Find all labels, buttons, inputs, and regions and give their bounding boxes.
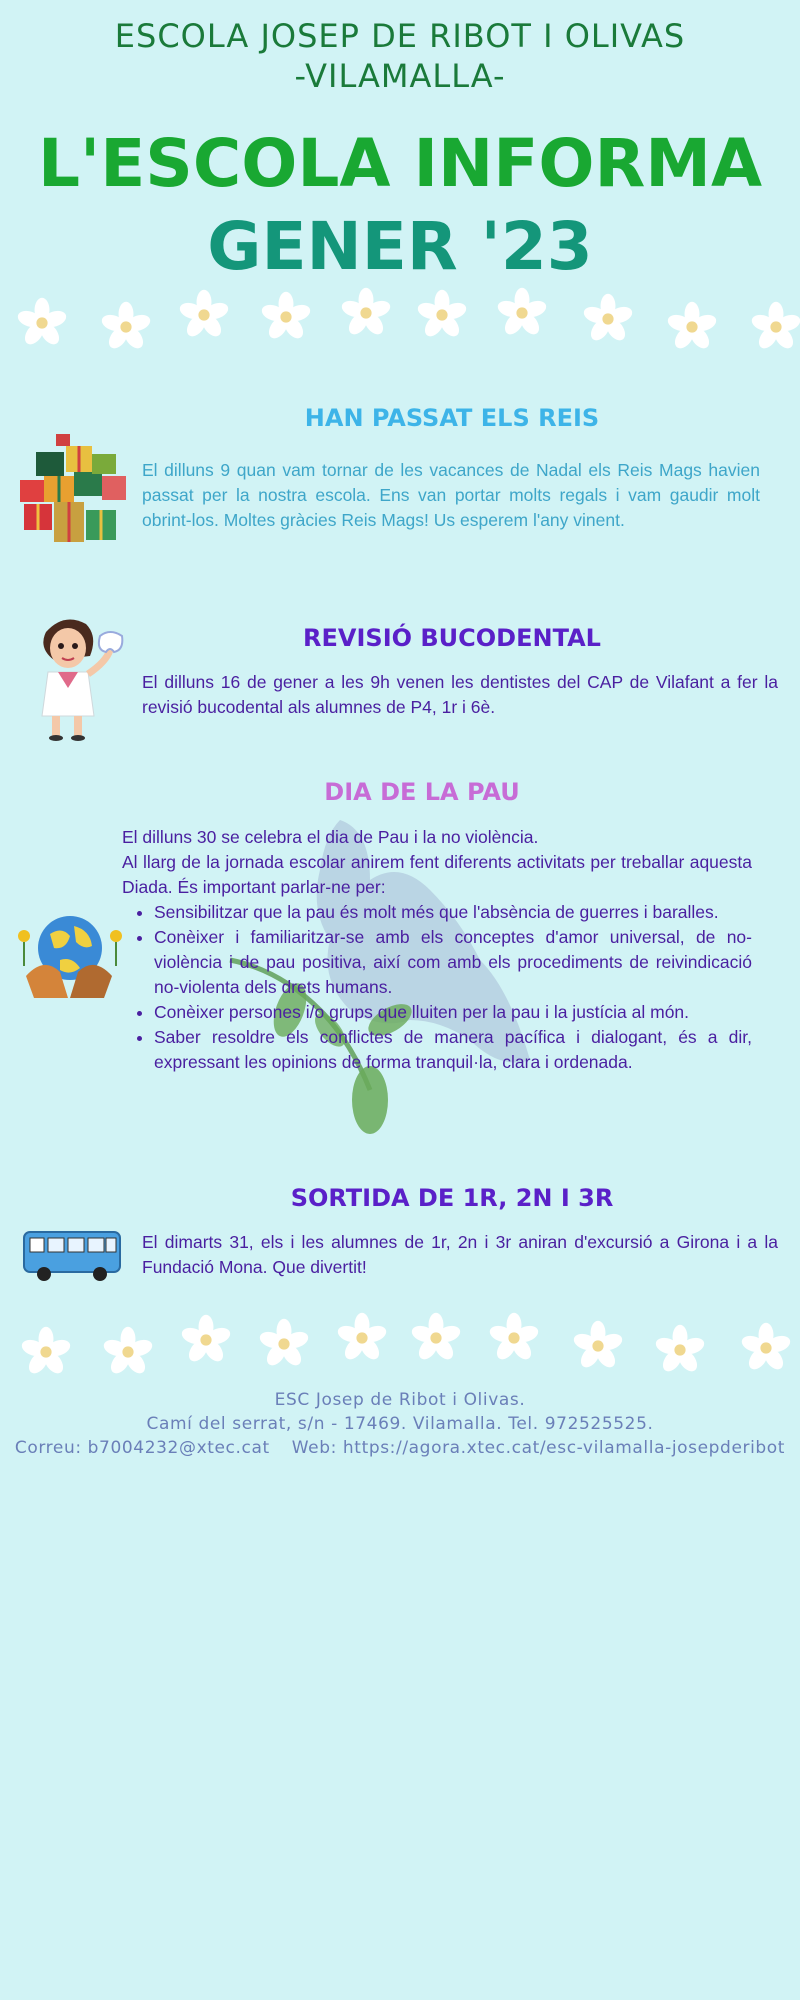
- dentist-icon: [24, 612, 128, 742]
- pau-bullet-list: [122, 900, 752, 1075]
- footer-school: ESC Josep de Ribot i Olivas.: [274, 1390, 526, 1410]
- list-item: • Conèixer persones i/o grups que lluiten per la pau i la justícia al món.: [154, 1000, 752, 1025]
- flower-icon: [258, 289, 314, 345]
- flower-icon: [176, 287, 232, 343]
- flower-icon: [334, 1310, 390, 1366]
- school-town: -VILAMALLA-: [294, 57, 506, 95]
- pau-intro-2: Al llarg de la jornada escolar anirem fent diferents activitats per treballar aquesta Diada. És important parlar-ne per:: [122, 852, 752, 897]
- list-item: • Conèixer i familiaritzar-se amb els conceptes d'amor universal, de no-violència i de pau positiva, així com amb els procediments de reivindicació no-violenta dels drets humans.: [154, 925, 752, 1000]
- section-text-reis: El dilluns 9 quan vam tornar de les vacances de Nadal els Reis Mags havien passat per la nostra escola. Ens van portar molts regals i vam gaudir molt obrint-los. Moltes gràcies Reis Mags! Us esperem l'any vinent.: [142, 460, 760, 530]
- flower-icon: [652, 1322, 708, 1378]
- bus-icon: [22, 1228, 124, 1284]
- flower-icon: [256, 1316, 312, 1372]
- footer-address: Camí del serrat, s/n - 17469. Vilamalla. Tel. 972525525.: [146, 1414, 654, 1434]
- section-text-bucodental: El dilluns 16 de gener a les 9h venen les dentistes del CAP de Vilafant a fer la revisió bucodental als alumnes de P4, 1r i 6è.: [142, 672, 778, 717]
- flower-icon: [570, 1318, 626, 1374]
- footer-email[interactable]: Correu: b7004232@xtec.cat: [14, 1438, 270, 1458]
- flower-icon: [580, 291, 636, 347]
- flower-icon: [14, 295, 70, 351]
- section-title-reis: HAN PASSAT ELS REIS: [304, 404, 600, 432]
- flower-icon: [100, 1324, 156, 1380]
- footer-contact: [0, 1436, 800, 1460]
- flower-icon: [408, 1310, 464, 1366]
- flower-icon: [738, 1320, 794, 1376]
- flower-icon: [414, 287, 470, 343]
- gift-boxes-icon: [16, 432, 130, 544]
- page-title: L'ESCOLA INFORMA: [37, 125, 763, 202]
- flower-border-bottom: [0, 1310, 800, 1380]
- flower-icon: [338, 285, 394, 341]
- earth-hands-icon: [14, 906, 124, 1002]
- pau-intro-1: El dilluns 30 se celebra el dia de Pau i la no violència.: [122, 827, 539, 847]
- list-item: • Saber resoldre els conflictes de manera pacífica i dialogant, és a dir, expressant les opinions de forma tranquil·la, clara i ordenada.: [154, 1025, 752, 1075]
- footer-web[interactable]: Web: https://agora.xtec.cat/esc-vilamalla-josepderibot: [291, 1438, 786, 1458]
- flower-icon: [748, 299, 800, 355]
- section-text-pau: [122, 825, 752, 1075]
- flower-icon: [494, 285, 550, 341]
- flower-icon: [98, 299, 154, 355]
- list-item: • Sensibilitzar que la pau és molt més que l'absència de guerres i baralles.: [154, 900, 752, 925]
- flower-icon: [178, 1312, 234, 1368]
- section-title-bucodental: REVISIÓ BUCODENTAL: [303, 624, 601, 652]
- section-title-pau: DIA DE LA PAU: [324, 778, 520, 806]
- school-name: ESCOLA JOSEP DE RIBOT I OLIVAS: [114, 17, 686, 55]
- section-text-sortida: El dimarts 31, els i les alumnes de 1r, 2n i 3r aniran d'excursió a Girona i a la Fundació Mona. Que divertit!: [142, 1232, 778, 1277]
- flower-icon: [18, 1324, 74, 1380]
- flower-icon: [486, 1310, 542, 1366]
- flower-icon: [664, 299, 720, 355]
- flower-border-top: [0, 285, 800, 355]
- section-title-sortida: SORTIDA DE 1R, 2N I 3R: [290, 1184, 614, 1212]
- page-subtitle-date: GENER '23: [207, 208, 593, 285]
